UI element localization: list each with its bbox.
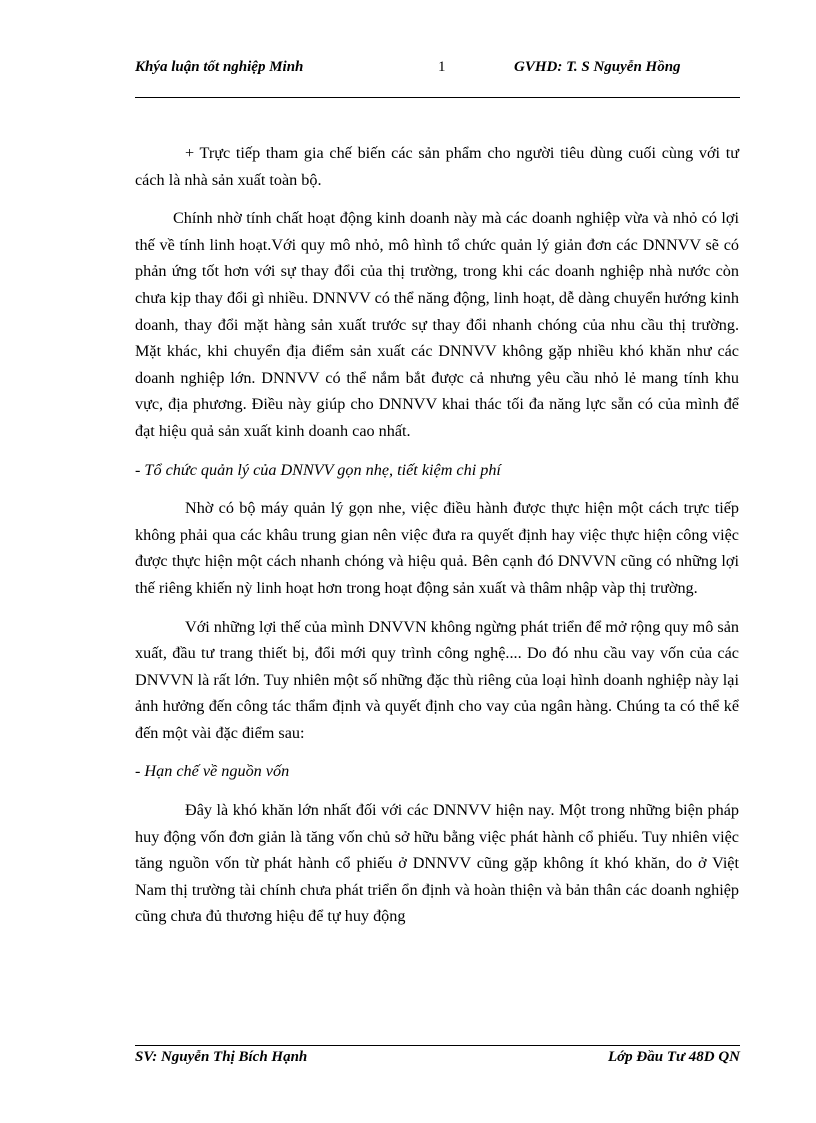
footer-divider	[135, 1045, 740, 1046]
paragraph: Với những lợi thế của mình DNVVN không ngừng phát triển để mở rộng quy mô sản xuất, đầu tư trang thiết bị, đổi mới quy trình công nghệ.... Do đó nhu cầu vay vốn của các DNVVN là rất lớn. Tuy nhiên một số những đặc thù riêng của loại hình doanh nghiệp này lại ảnh hưởng đến công tác thẩm định và quyết định cho vay của ngân hàng. Chúng ta có thể kể đến một vài đặc điểm sau:	[135, 617, 739, 742]
page-number: 1	[438, 59, 446, 75]
document-body	[135, 140, 739, 930]
paragraph: Đây là khó khăn lớn nhất đối với các DNNVV hiện nay. Một trong những biện pháp huy động vốn đơn giản là tăng vốn chủ sở hữu bằng việc phát hành cổ phiếu. Tuy nhiên việc tăng nguồn vốn từ phát hành cổ phiếu ở DNNVV cũng gặp không ít khó khăn, do ở Việt Nam thị trường tài chính chưa phát triển ổn định và hoàn thiện và bản thân các doanh nghiệp cũng chưa đủ thương hiệu để tự huy động	[135, 801, 739, 926]
paragraph: + Trực tiếp tham gia chế biến các sản phẩm cho người tiêu dùng cuối cùng với tư cách là nhà sản xuất toàn bộ.	[135, 144, 739, 189]
header-supervisor: GVHD: T. S Nguyễn Hồng	[514, 59, 681, 75]
header-divider	[135, 97, 740, 98]
footer-student: SV: Nguyễn Thị Bích Hạnh	[135, 1049, 308, 1065]
paragraph: Chính nhờ tính chất hoạt động kinh doanh này mà các doanh nghiệp vừa và nhỏ có lợi thế về tính linh hoạt.Với quy mô nhỏ, mô hình tổ chức quản lý giản đơn các DNNVV sẽ có phản ứng tốt hơn với sự thay đổi của thị trường, trong khi các doanh nghiệp nhà nước còn chưa kịp thay đổi gì nhiều. DNNVV có thể năng động, linh hoạt, dễ dàng chuyển hướng kinh doanh, thay đổi mặt hàng sản xuất trước sự thay đổi nhanh chóng của nhu cầu thị trường. Mặt khác, khi chuyển địa điểm sản xuất các DNNVV không gặp nhiều khó khăn như các doanh nghiệp lớn. DNNVV có thể nắm bắt được cả nhưng yêu cầu nhỏ lẻ mang tính khu vực, địa phương. Điều này giúp cho DNNVV khai thác tối đa năng lực sẵn có của mình để đạt hiệu quả sản xuất kinh doanh cao nhất.	[135, 209, 739, 440]
footer-class: Lớp Đầu Tư 48D QN	[607, 1049, 740, 1065]
header-title: Khýa luận tốt nghiệp Minh	[135, 59, 304, 75]
paragraph: Nhờ có bộ máy quản lý gọn nhe, việc điều hành được thực hiện một cách trực tiếp không phải qua các khâu trung gian nên việc đưa ra quyết định hay việc thực hiện công việc được thực hiện một cách nhanh chóng và hiệu quả. Bên cạnh đó DNVVN cũng có những lợi thế riêng khiến nỳ linh hoạt hơn trong hoạt động sản xuất và thâm nhập vàp thị trường.	[135, 499, 739, 597]
section-heading: - Tổ chức quản lý của DNNVV gọn nhẹ, tiết kiệm chi phí	[135, 460, 501, 479]
section-heading: - Hạn chế về nguồn vốn	[135, 762, 290, 781]
